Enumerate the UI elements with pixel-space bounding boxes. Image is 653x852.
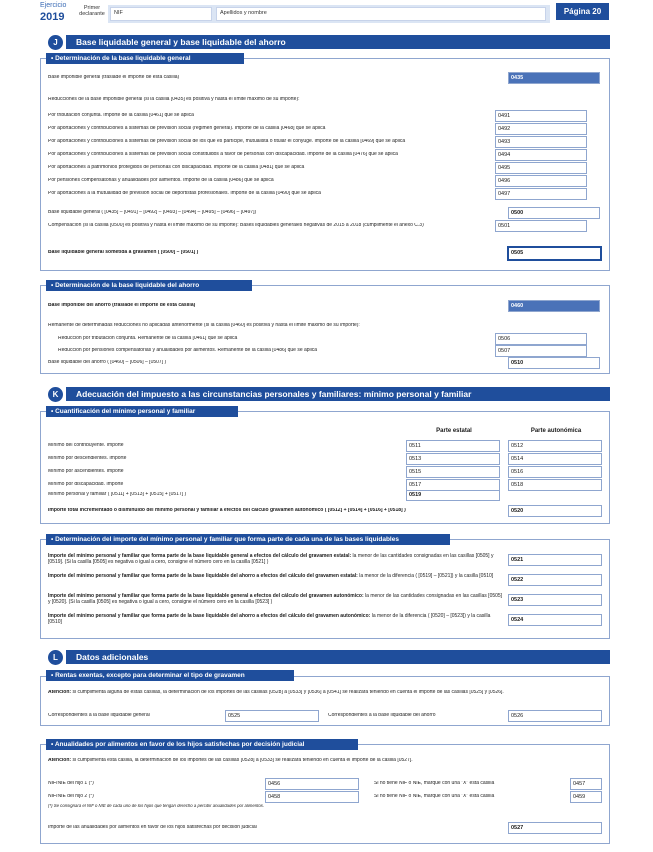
page-number: Página 20: [556, 3, 609, 20]
parte-row: Importe del mínimo personal y familiar que forma parte de la base liquidable del ahorro a efectos del cálculo del gravamen estatal: la menor de la diferencia ( [0519] – [0521]) y la casilla [0510]: [48, 573, 494, 579]
parte-row: Importe del mínimo personal y familiar que forma parte de la base liquidable general a efectos del cálculo del gravamen estatal: la menor de las cantidades consignadas en las casillas [0505] y [0519]. (Si la casilla [0505] es negativa o igual a cero, consigne el número cero en la casilla [0521] ): [48, 553, 494, 565]
casilla-0506[interactable]: 0506: [495, 333, 587, 345]
sub-anualidades: • Anualidades por alimentos en favor de los hijos satisfechas por decisión judicial: [46, 739, 358, 750]
hijo1-label: NIF/NIE del hijo 1 (*): [48, 781, 94, 786]
tot-row: Importe total incrementado o disminuido del mínimo personal y familiar a efectos del cálculo gravamen autonómico ( [0512] + [0514] + [0516] + [0518] ): [48, 508, 406, 513]
casilla-0521[interactable]: 0521: [508, 554, 602, 566]
casilla-0505[interactable]: 0505: [507, 246, 602, 261]
mpf-row: Mínimo personal y familiar ( [0511] + [0513] + [0515] + [0517] ): [48, 492, 187, 497]
comp-row: Compensación (si la casilla [0500] es positiva y hasta el límite máximo de su importe): Bases liquidables generales negativas de 2015 a 2018 (cumplimente el anexo C.3): [48, 223, 424, 228]
casilla-0514[interactable]: 0514: [508, 453, 602, 465]
minimo-row: Mínimo por discapacidad. Importe: [48, 482, 124, 487]
remanente-row: Reducción por pensiones compensatorias y anualidades por alimentos. Remanente de la casilla [0486] que se aplica: [58, 348, 318, 353]
nif-field[interactable]: [110, 7, 212, 21]
reduccion-row: Por aportaciones y contribuciones a sistemas de previsión social constituidos a favor de personas con discapacidad. Importe de la casilla [0476] que se aplica: [48, 152, 398, 157]
casilla-0515[interactable]: 0515: [406, 466, 500, 478]
sub-minimo: • Cuantificación del mínimo personal y familiar: [46, 406, 238, 417]
casilla-0459[interactable]: 0459: [570, 791, 602, 803]
sub-rentas: • Rentas exentas, excepto para determinar el tipo de gravamen: [46, 670, 294, 681]
atencion-1: Atención: si cumplimenta alguna de estas casillas, la determinación de los importes de las casillas [0528] a [0533] y [0536] a [0541] se realizará teniendo en cuenta el importe de las casillas [0525] y [0526].: [48, 690, 504, 695]
year: 2019: [40, 11, 65, 23]
casilla-0513[interactable]: 0513: [406, 453, 500, 465]
imp-anualidades: Importe de las anualidades por alimentos en favor de los hijos satisfechas por decisión judicial: [48, 825, 257, 830]
blgs-row: Base liquidable general sometida a gravamen ( [0500] – [0501] ): [48, 250, 199, 255]
apellidos-label: Apellidos y nombre: [220, 10, 267, 16]
casilla-0435[interactable]: 0435: [508, 72, 600, 84]
casilla-0522[interactable]: 0522: [508, 574, 602, 586]
casilla-0496[interactable]: 0496: [495, 175, 587, 187]
casilla-0517[interactable]: 0517: [406, 479, 500, 491]
minimo-row: Mínimo por descendientes. Importe: [48, 456, 127, 461]
casilla-0457[interactable]: 0457: [570, 778, 602, 790]
casilla-0527[interactable]: 0527: [508, 822, 602, 834]
casilla-0525[interactable]: 0525: [225, 710, 319, 722]
casilla-0492[interactable]: 0492: [495, 123, 587, 135]
bla-row: Base liquidable del ahorro ( [0460] – [0506] – [0507] ): [48, 360, 167, 365]
bi-row: Base imponible general (traslade el importe de esta casilla): [48, 75, 180, 80]
casilla-0510[interactable]: 0510: [508, 357, 600, 369]
reduccion-row: Por aportaciones a la mutualidad de previsión social de deportistas profesionales. Importe de la casilla [0490] que se aplica: [48, 191, 321, 196]
section-j-title: Base liquidable general y base liquidable del ahorro: [66, 35, 610, 49]
casilla-0526[interactable]: 0526: [508, 710, 602, 722]
nif-label: NIF: [114, 10, 123, 16]
sinif1-label: Si no tiene NIF o NIE, marque con una "X" esta casilla: [374, 781, 495, 786]
parte-row: Importe del mínimo personal y familiar que forma parte de la base liquidable general a efectos del cálculo del gravamen autonómico: la menor de las cantidades consignadas en las casillas [0505] y [0520]. (Si la casilla [0505] es negativa o igual a cero, consigne el número cero en la casilla [0523] ): [48, 593, 503, 605]
nota-hijos: (*) Se consignará el NIF o NIE de cada uno de los hijos que tengan derecho a percibir anualidades por alimentos.: [48, 804, 265, 808]
reduccion-row: Por pensiones compensatorias y anualidades por alimentos. Importe de la casilla [0486] que se aplica: [48, 178, 274, 183]
atencion-2: Atención: si cumplimenta esta casilla, la determinación de los importes de las casillas [0528] a [0533] se realizará teniendo en cuenta el importe de la casilla [0527].: [48, 758, 413, 763]
sub-base-general: • Determinación de la base liquidable general: [46, 53, 244, 64]
col-autonomica: Parte autonómica: [530, 428, 582, 434]
casilla-0507[interactable]: 0507: [495, 345, 587, 357]
primer-declarante-label: Primer declarante: [79, 5, 105, 18]
casilla-0460[interactable]: 0460: [508, 300, 600, 312]
corr-general: Correspondientes a la base liquidable general: [48, 713, 150, 718]
ejercicio-label: Ejercicio: [40, 2, 67, 9]
casilla-0524[interactable]: 0524: [508, 614, 602, 626]
casilla-0458[interactable]: 0458: [265, 791, 359, 803]
bia-row: Base imponible del ahorro (traslade el importe de esta casilla): [48, 303, 196, 308]
casilla-0501[interactable]: 0501: [495, 220, 587, 232]
section-l-letter: L: [48, 650, 63, 665]
section-l-title: Datos adicionales: [66, 650, 610, 664]
casilla-0497[interactable]: 0497: [495, 188, 587, 200]
casilla-0495[interactable]: 0495: [495, 162, 587, 174]
sinif2-label: Si no tiene NIF o NIE, marque con una "X" esta casilla: [374, 794, 495, 799]
casilla-0518[interactable]: 0518: [508, 479, 602, 491]
casilla-0511[interactable]: 0511: [406, 440, 500, 452]
minimo-row: Mínimo del contribuyente. Importe: [48, 443, 124, 448]
casilla-0516[interactable]: 0516: [508, 466, 602, 478]
section-j-letter: J: [48, 35, 63, 50]
remanente-row: Reducción por tributación conjunta. Remanente de la casilla [0461] que se aplica: [58, 336, 238, 341]
sub-base-ahorro: • Determinación de la base liquidable del ahorro: [46, 280, 252, 291]
casilla-0491[interactable]: 0491: [495, 110, 587, 122]
reduccion-row: Por tributación conjunta. Importe de la casilla [0461] que se aplica: [48, 113, 194, 118]
blg-row: Base liquidable general ( [0435] – [0491] – [0492] – [0493] – [0494] – [0495] – [0496] – [0497]): [48, 210, 257, 215]
casilla-0456[interactable]: 0456: [265, 778, 359, 790]
red-title: Reducciones de la base imponible general (si la casilla [0435] es positiva y hasta el límite máximo de su importe):: [48, 97, 300, 102]
casilla-0519[interactable]: 0519: [406, 489, 500, 501]
casilla-0523[interactable]: 0523: [508, 594, 602, 606]
section-k-letter: K: [48, 387, 63, 402]
col-estatal: Parte estatal: [436, 428, 472, 434]
casilla-0512[interactable]: 0512: [508, 440, 602, 452]
hijo2-label: NIF/NIE del hijo 2 (*): [48, 794, 94, 799]
parte-row: Importe del mínimo personal y familiar que forma parte de la base liquidable del ahorro a efectos del cálculo del gravamen autonómico: la menor de la diferencia ( [0520] – [0523]) y la casilla [0510]: [48, 613, 491, 625]
rem-title: Remanente de determinadas reducciones no aplicadas anteriormente (si la casilla [0460] es positiva y hasta el límite máximo de su importe):: [48, 323, 360, 328]
casilla-0520[interactable]: 0520: [508, 505, 602, 517]
apellidos-field[interactable]: [216, 7, 546, 21]
reduccion-row: Por aportaciones a patrimonios protegidos de personas con discapacidad. Importe de la casilla [0481] que se aplica: [48, 165, 305, 170]
casilla-0500[interactable]: 0500: [508, 207, 600, 219]
corr-ahorro: Correspondientes a la base liquidable del ahorro: [328, 713, 436, 718]
sub-partes: • Determinación del importe del mínimo personal y familiar que forma parte de cada una de las bases liquidables: [46, 534, 450, 545]
casilla-0493[interactable]: 0493: [495, 136, 587, 148]
reduccion-row: Por aportaciones y contribuciones a sistemas de previsión social (régimen general). Importe de la casilla [0468] que se aplica: [48, 126, 326, 131]
casilla-0494[interactable]: 0494: [495, 149, 587, 161]
minimo-row: Mínimo por ascendientes. Importe: [48, 469, 124, 474]
section-k-title: Adecuación del impuesto a las circunstancias personales y familiares: mínimo personal y familiar: [66, 387, 610, 401]
reduccion-row: Por aportaciones y contribuciones a sistemas de previsión social de los que es partícipe, mutualista o titular el cónyuge. Importe de la casilla [0469] que se aplica: [48, 139, 406, 144]
